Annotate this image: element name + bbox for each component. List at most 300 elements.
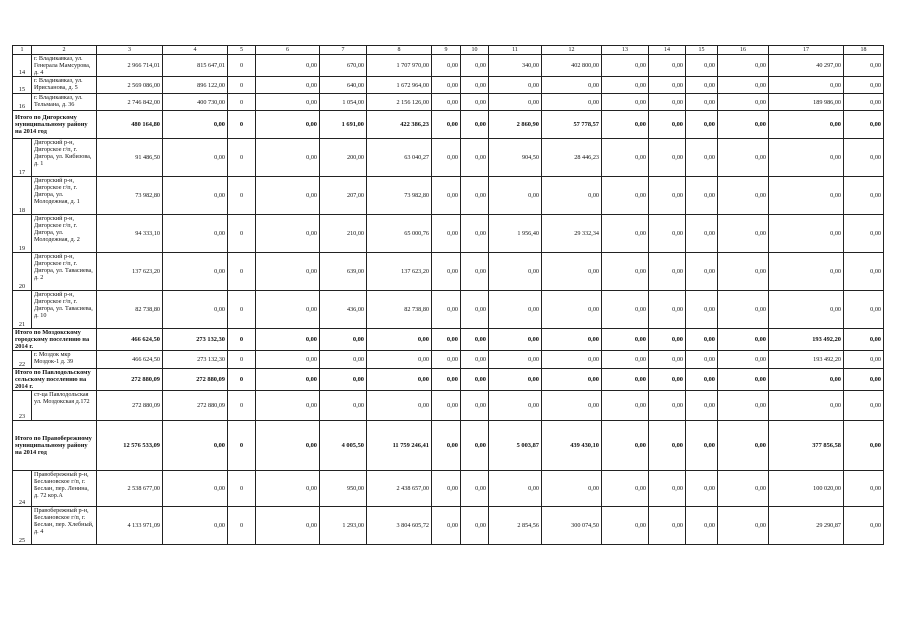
value-cell: 0 xyxy=(228,421,256,471)
value-cell: 0,00 xyxy=(367,369,432,391)
value-cell: 11 759 246,41 xyxy=(367,421,432,471)
value-cell: 0,00 xyxy=(686,329,718,351)
value-cell: 0,00 xyxy=(461,55,489,77)
value-cell: 0,00 xyxy=(718,291,769,329)
table-row xyxy=(13,507,884,545)
value-cell: 5 003,87 xyxy=(489,421,542,471)
value-cell: 0,00 xyxy=(769,177,844,215)
value-cell: 0,00 xyxy=(844,291,884,329)
value-cell: 0,00 xyxy=(686,111,718,139)
value-cell: 0,00 xyxy=(718,177,769,215)
address-cell: г. Владикавказ, ул. Ирисханова, д. 5 xyxy=(32,77,97,94)
value-cell: 0,00 xyxy=(686,55,718,77)
value-cell: 40 297,00 xyxy=(769,55,844,77)
value-cell: 1 293,00 xyxy=(320,507,367,545)
value-cell: 904,50 xyxy=(489,139,542,177)
value-cell: 0,00 xyxy=(256,111,320,139)
value-cell: 0,00 xyxy=(844,351,884,369)
value-cell: 0,00 xyxy=(718,77,769,94)
value-cell: 400 730,00 xyxy=(163,94,228,111)
value-cell: 0,00 xyxy=(542,369,602,391)
value-cell: 189 986,00 xyxy=(769,94,844,111)
value-cell: 0,00 xyxy=(718,253,769,291)
value-cell: 0,00 xyxy=(686,369,718,391)
address-cell: Правобережный р-н, Беслановское г/п, г. Беслан, пер. Хлебный, д. 4 xyxy=(32,507,97,545)
value-cell: 0,00 xyxy=(432,421,461,471)
value-cell: 0,00 xyxy=(489,471,542,507)
value-cell: 0,00 xyxy=(769,139,844,177)
value-cell: 0,00 xyxy=(602,351,649,369)
value-cell: 0,00 xyxy=(432,351,461,369)
value-cell: 0,00 xyxy=(256,369,320,391)
value-cell: 0,00 xyxy=(163,253,228,291)
value-cell: 0,00 xyxy=(489,94,542,111)
value-cell: 0,00 xyxy=(686,351,718,369)
value-cell: 0,00 xyxy=(461,215,489,253)
value-cell: 0,00 xyxy=(602,94,649,111)
value-cell: 273 132,30 xyxy=(163,351,228,369)
value-cell: 0,00 xyxy=(649,471,686,507)
value-cell: 0,00 xyxy=(489,253,542,291)
value-cell: 0,00 xyxy=(718,391,769,421)
value-cell: 0 xyxy=(228,177,256,215)
value-cell: 0,00 xyxy=(432,55,461,77)
column-number-header: 7 xyxy=(320,46,367,55)
column-number-header: 6 xyxy=(256,46,320,55)
value-cell: 4 005,50 xyxy=(320,421,367,471)
value-cell: 3 804 605,72 xyxy=(367,507,432,545)
value-cell: 2 746 842,00 xyxy=(97,94,163,111)
address-cell: г. Моздок мкр Моздок-1 д. 39 xyxy=(32,351,97,369)
address-cell: Дигорский р-н, Дигорское г/п, г. Дигора, ул. Молодежная, д. 2 xyxy=(32,215,97,253)
value-cell: 0,00 xyxy=(718,351,769,369)
subtotal-row xyxy=(13,111,884,139)
value-cell: 0,00 xyxy=(489,391,542,421)
value-cell: 0 xyxy=(228,94,256,111)
value-cell: 0 xyxy=(228,329,256,351)
value-cell: 0,00 xyxy=(461,391,489,421)
value-cell: 1 054,00 xyxy=(320,94,367,111)
value-cell: 0 xyxy=(228,111,256,139)
value-cell: 0,00 xyxy=(602,421,649,471)
value-cell: 670,00 xyxy=(320,55,367,77)
value-cell: 0,00 xyxy=(602,111,649,139)
address-cell: Правобережный р-н, Беслановское г/п, г. Беслан, пер. Ленина, д. 72 кор.А xyxy=(32,471,97,507)
value-cell: 94 333,10 xyxy=(97,215,163,253)
value-cell: 0,00 xyxy=(686,391,718,421)
value-cell: 0,00 xyxy=(844,177,884,215)
value-cell: 0,00 xyxy=(602,369,649,391)
value-cell: 200,00 xyxy=(320,139,367,177)
value-cell: 0,00 xyxy=(844,215,884,253)
value-cell: 639,00 xyxy=(320,253,367,291)
value-cell: 0,00 xyxy=(649,177,686,215)
value-cell: 0,00 xyxy=(461,351,489,369)
value-cell: 2 854,56 xyxy=(489,507,542,545)
value-cell: 340,00 xyxy=(489,55,542,77)
value-cell: 0,00 xyxy=(602,291,649,329)
value-cell: 0,00 xyxy=(718,55,769,77)
value-cell: 0,00 xyxy=(461,94,489,111)
value-cell: 1 707 970,00 xyxy=(367,55,432,77)
value-cell: 0,00 xyxy=(432,507,461,545)
value-cell: 0,00 xyxy=(256,77,320,94)
value-cell: 73 982,80 xyxy=(367,177,432,215)
value-cell: 0,00 xyxy=(844,111,884,139)
value-cell: 0,00 xyxy=(256,351,320,369)
value-cell: 1 672 964,00 xyxy=(367,77,432,94)
value-cell: 0,00 xyxy=(256,291,320,329)
value-cell: 0,00 xyxy=(461,177,489,215)
table-row xyxy=(13,55,884,77)
value-cell: 0,00 xyxy=(844,329,884,351)
value-cell: 0,00 xyxy=(602,507,649,545)
value-cell: 0,00 xyxy=(489,291,542,329)
value-cell: 0,00 xyxy=(769,391,844,421)
value-cell: 0,00 xyxy=(256,507,320,545)
table-row xyxy=(13,77,884,94)
value-cell: 0,00 xyxy=(542,177,602,215)
subtotal-row xyxy=(13,421,884,471)
value-cell: 0,00 xyxy=(769,253,844,291)
value-cell: 57 778,57 xyxy=(542,111,602,139)
value-cell: 82 738,80 xyxy=(97,291,163,329)
value-cell: 0,00 xyxy=(602,77,649,94)
value-cell: 0,00 xyxy=(163,215,228,253)
table-row xyxy=(13,351,884,369)
value-cell: 0,00 xyxy=(686,291,718,329)
value-cell: 1 956,40 xyxy=(489,215,542,253)
value-cell: 0,00 xyxy=(686,421,718,471)
value-cell: 0,00 xyxy=(432,177,461,215)
value-cell: 2 966 714,01 xyxy=(97,55,163,77)
value-cell: 466 624,50 xyxy=(97,329,163,351)
value-cell: 0,00 xyxy=(769,369,844,391)
column-number-header: 17 xyxy=(769,46,844,55)
value-cell: 0,00 xyxy=(432,329,461,351)
value-cell: 0,00 xyxy=(602,329,649,351)
value-cell: 0,00 xyxy=(320,351,367,369)
value-cell: 137 623,20 xyxy=(367,253,432,291)
table-row xyxy=(13,215,884,253)
value-cell: 29 332,34 xyxy=(542,215,602,253)
value-cell: 402 800,00 xyxy=(542,55,602,77)
value-cell: 0,00 xyxy=(320,369,367,391)
value-cell: 0,00 xyxy=(256,391,320,421)
value-cell: 0,00 xyxy=(649,111,686,139)
row-number: 23 xyxy=(13,391,32,421)
subtotal-label: Итого по Дигорскому муниципальному району на 2014 год xyxy=(13,111,97,139)
value-cell: 0,00 xyxy=(686,507,718,545)
row-number: 20 xyxy=(13,253,32,291)
column-number-header: 14 xyxy=(649,46,686,55)
value-cell: 0,00 xyxy=(256,94,320,111)
value-cell: 0,00 xyxy=(602,139,649,177)
value-cell: 82 738,80 xyxy=(367,291,432,329)
row-number: 21 xyxy=(13,291,32,329)
value-cell: 0,00 xyxy=(769,291,844,329)
address-cell: ст-ца Павлодольская ул. Моздокская д.172 xyxy=(32,391,97,421)
value-cell: 0 xyxy=(228,253,256,291)
value-cell: 0,00 xyxy=(320,391,367,421)
value-cell: 466 624,50 xyxy=(97,351,163,369)
table-header-row xyxy=(13,46,884,55)
value-cell: 0,00 xyxy=(649,77,686,94)
value-cell: 0,00 xyxy=(461,77,489,94)
value-cell: 0,00 xyxy=(769,215,844,253)
value-cell: 0,00 xyxy=(432,253,461,291)
value-cell: 0 xyxy=(228,507,256,545)
row-number: 17 xyxy=(13,139,32,177)
address-cell: Дигорский р-н, Дигорское г/п, г. Дигора, ул. Молодежная, д. 1 xyxy=(32,177,97,215)
value-cell: 0,00 xyxy=(718,215,769,253)
value-cell: 0,00 xyxy=(602,177,649,215)
value-cell: 0,00 xyxy=(844,55,884,77)
value-cell: 0,00 xyxy=(649,253,686,291)
value-cell: 193 492,20 xyxy=(769,329,844,351)
table-row xyxy=(13,253,884,291)
value-cell: 0,00 xyxy=(163,507,228,545)
value-cell: 0,00 xyxy=(769,111,844,139)
value-cell: 0 xyxy=(228,369,256,391)
value-cell: 896 122,00 xyxy=(163,77,228,94)
value-cell: 0,00 xyxy=(489,177,542,215)
value-cell: 0,00 xyxy=(432,139,461,177)
column-number-header: 9 xyxy=(432,46,461,55)
column-number-header: 11 xyxy=(489,46,542,55)
value-cell: 2 156 126,00 xyxy=(367,94,432,111)
value-cell: 0,00 xyxy=(461,139,489,177)
row-number: 15 xyxy=(13,77,32,94)
value-cell: 0,00 xyxy=(649,291,686,329)
value-cell: 0 xyxy=(228,55,256,77)
value-cell: 0,00 xyxy=(256,55,320,77)
value-cell: 0,00 xyxy=(432,471,461,507)
value-cell: 0,00 xyxy=(649,421,686,471)
value-cell: 0 xyxy=(228,139,256,177)
subtotal-row xyxy=(13,329,884,351)
value-cell: 0,00 xyxy=(686,177,718,215)
column-number-header: 15 xyxy=(686,46,718,55)
column-number-header: 13 xyxy=(602,46,649,55)
value-cell: 0,00 xyxy=(432,77,461,94)
value-cell: 137 623,20 xyxy=(97,253,163,291)
column-number-header: 12 xyxy=(542,46,602,55)
value-cell: 0,00 xyxy=(844,253,884,291)
value-cell: 0,00 xyxy=(649,351,686,369)
value-cell: 0,00 xyxy=(844,77,884,94)
column-number-header: 5 xyxy=(228,46,256,55)
value-cell: 272 880,09 xyxy=(163,369,228,391)
row-number: 14 xyxy=(13,55,32,77)
value-cell: 29 290,87 xyxy=(769,507,844,545)
value-cell: 640,00 xyxy=(320,77,367,94)
value-cell: 91 486,50 xyxy=(97,139,163,177)
address-cell: г. Владикавказ, ул. Генерала Мамсурова, д. 4 xyxy=(32,55,97,77)
value-cell: 0,00 xyxy=(718,94,769,111)
value-cell: 0,00 xyxy=(718,421,769,471)
column-number-header: 2 xyxy=(32,46,97,55)
value-cell: 0,00 xyxy=(718,111,769,139)
value-cell: 0,00 xyxy=(718,369,769,391)
column-number-header: 10 xyxy=(461,46,489,55)
value-cell: 0,00 xyxy=(461,507,489,545)
value-cell: 436,00 xyxy=(320,291,367,329)
value-cell: 0,00 xyxy=(256,253,320,291)
table-row xyxy=(13,391,884,421)
value-cell: 0,00 xyxy=(256,177,320,215)
value-cell: 0,00 xyxy=(367,329,432,351)
value-cell: 28 446,23 xyxy=(542,139,602,177)
value-cell: 0,00 xyxy=(649,139,686,177)
data-table xyxy=(12,45,884,545)
value-cell: 2 569 086,00 xyxy=(97,77,163,94)
value-cell: 0,00 xyxy=(461,291,489,329)
value-cell: 0,00 xyxy=(542,329,602,351)
row-number: 18 xyxy=(13,177,32,215)
value-cell: 0,00 xyxy=(542,471,602,507)
row-number: 16 xyxy=(13,94,32,111)
subtotal-label: Итого по Правобережному муниципальному району на 2014 год xyxy=(13,421,97,471)
value-cell: 272 880,09 xyxy=(97,391,163,421)
value-cell: 0,00 xyxy=(769,77,844,94)
table-row xyxy=(13,177,884,215)
table-row xyxy=(13,471,884,507)
value-cell: 0,00 xyxy=(844,391,884,421)
value-cell: 0 xyxy=(228,215,256,253)
value-cell: 439 430,10 xyxy=(542,421,602,471)
value-cell: 0,00 xyxy=(163,471,228,507)
address-cell: Дигорский р-н, Дигорское г/п, г. Дигора, ул. Тавасиева, д. 10 xyxy=(32,291,97,329)
value-cell: 0,00 xyxy=(461,471,489,507)
value-cell: 0,00 xyxy=(649,391,686,421)
value-cell: 193 492,20 xyxy=(769,351,844,369)
value-cell: 0,00 xyxy=(256,471,320,507)
value-cell: 0,00 xyxy=(432,391,461,421)
row-number: 25 xyxy=(13,507,32,545)
value-cell: 4 133 971,09 xyxy=(97,507,163,545)
subtotal-label: Итого по Павлодольскому сельскому поселению на 2014 г. xyxy=(13,369,97,391)
value-cell: 0,00 xyxy=(367,351,432,369)
address-cell: г. Владикавказ, ул. Тельмана, д. 36 xyxy=(32,94,97,111)
column-number-header: 16 xyxy=(718,46,769,55)
value-cell: 0,00 xyxy=(256,421,320,471)
row-number: 22 xyxy=(13,351,32,369)
value-cell: 2 860,90 xyxy=(489,111,542,139)
value-cell: 0,00 xyxy=(256,329,320,351)
value-cell: 273 132,30 xyxy=(163,329,228,351)
value-cell: 0,00 xyxy=(432,291,461,329)
value-cell: 0,00 xyxy=(844,471,884,507)
value-cell: 0,00 xyxy=(461,421,489,471)
value-cell: 0,00 xyxy=(542,351,602,369)
value-cell: 0,00 xyxy=(844,139,884,177)
value-cell: 0,00 xyxy=(256,139,320,177)
value-cell: 0,00 xyxy=(718,139,769,177)
value-cell: 0,00 xyxy=(649,215,686,253)
value-cell: 0,00 xyxy=(163,421,228,471)
subtotal-row xyxy=(13,369,884,391)
value-cell: 300 074,50 xyxy=(542,507,602,545)
value-cell: 0,00 xyxy=(163,177,228,215)
value-cell: 0,00 xyxy=(461,369,489,391)
subtotal-label: Итого по Моздокскому городскому поселению на 2014 г. xyxy=(13,329,97,351)
value-cell: 0,00 xyxy=(432,215,461,253)
row-number: 19 xyxy=(13,215,32,253)
value-cell: 480 164,80 xyxy=(97,111,163,139)
value-cell: 0,00 xyxy=(367,391,432,421)
value-cell: 0,00 xyxy=(432,111,461,139)
value-cell: 815 647,01 xyxy=(163,55,228,77)
value-cell: 0,00 xyxy=(686,139,718,177)
value-cell: 0,00 xyxy=(602,253,649,291)
value-cell: 0,00 xyxy=(163,139,228,177)
value-cell: 2 438 657,00 xyxy=(367,471,432,507)
address-cell: Дигорский р-н, Дигорское г/п, г. Дигора, ул. Тавасиева, д. 2 xyxy=(32,253,97,291)
row-number: 24 xyxy=(13,471,32,507)
value-cell: 0,00 xyxy=(432,369,461,391)
table-row xyxy=(13,94,884,111)
value-cell: 0,00 xyxy=(844,94,884,111)
value-cell: 0,00 xyxy=(686,215,718,253)
table-row xyxy=(13,291,884,329)
table-row xyxy=(13,139,884,177)
value-cell: 0,00 xyxy=(718,507,769,545)
value-cell: 210,00 xyxy=(320,215,367,253)
column-number-header: 8 xyxy=(367,46,432,55)
value-cell: 0,00 xyxy=(163,111,228,139)
value-cell: 1 691,00 xyxy=(320,111,367,139)
value-cell: 0,00 xyxy=(718,329,769,351)
value-cell: 0,00 xyxy=(844,507,884,545)
value-cell: 0,00 xyxy=(256,215,320,253)
value-cell: 73 982,80 xyxy=(97,177,163,215)
value-cell: 0,00 xyxy=(542,291,602,329)
address-cell: Дигорский р-н, Дигорское г/п, г. Дигора, ул. Кибизова, д. 1 xyxy=(32,139,97,177)
value-cell: 0,00 xyxy=(320,329,367,351)
value-cell: 0 xyxy=(228,391,256,421)
value-cell: 0,00 xyxy=(542,391,602,421)
value-cell: 63 040,27 xyxy=(367,139,432,177)
value-cell: 0,00 xyxy=(163,291,228,329)
value-cell: 0,00 xyxy=(542,94,602,111)
value-cell: 0,00 xyxy=(649,55,686,77)
value-cell: 0,00 xyxy=(686,471,718,507)
value-cell: 0,00 xyxy=(461,111,489,139)
column-number-header: 4 xyxy=(163,46,228,55)
value-cell: 0,00 xyxy=(542,253,602,291)
value-cell: 0,00 xyxy=(489,77,542,94)
value-cell: 0,00 xyxy=(489,369,542,391)
value-cell: 0 xyxy=(228,291,256,329)
value-cell: 272 880,09 xyxy=(97,369,163,391)
value-cell: 0,00 xyxy=(649,369,686,391)
value-cell: 0,00 xyxy=(432,94,461,111)
value-cell: 377 856,58 xyxy=(769,421,844,471)
value-cell: 950,00 xyxy=(320,471,367,507)
value-cell: 0,00 xyxy=(602,55,649,77)
value-cell: 207,00 xyxy=(320,177,367,215)
value-cell: 0,00 xyxy=(461,253,489,291)
value-cell: 65 000,76 xyxy=(367,215,432,253)
value-cell: 0,00 xyxy=(602,471,649,507)
value-cell: 0,00 xyxy=(686,94,718,111)
value-cell: 0,00 xyxy=(542,77,602,94)
value-cell: 0,00 xyxy=(602,215,649,253)
value-cell: 0,00 xyxy=(489,329,542,351)
value-cell: 0,00 xyxy=(844,421,884,471)
value-cell: 0,00 xyxy=(686,77,718,94)
